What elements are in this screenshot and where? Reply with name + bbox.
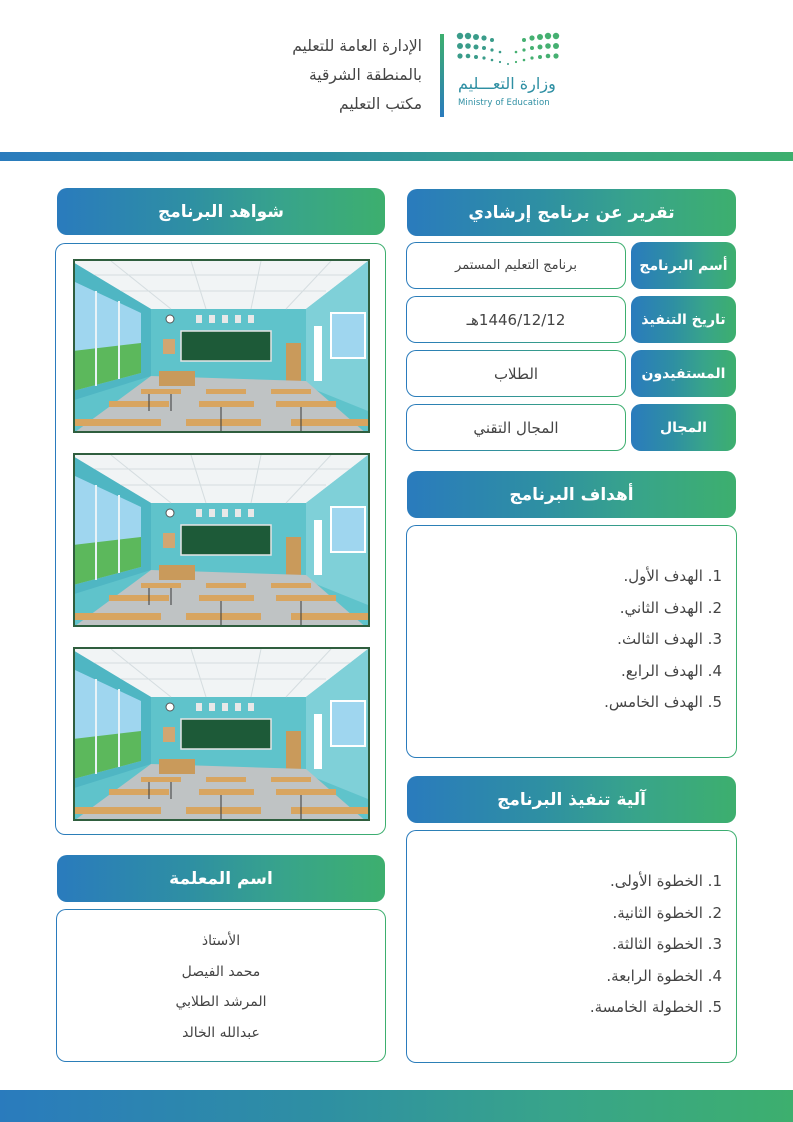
classroom-photo (73, 647, 370, 821)
goals-box (406, 525, 737, 758)
page-header (0, 28, 793, 128)
header-divider (440, 34, 444, 117)
step-item: 4. الخطوة الرابعة. (606, 966, 722, 985)
teacher-title-bar (57, 855, 385, 902)
goals-list (604, 561, 722, 719)
field-label-text: المجال (660, 419, 707, 436)
mechanism-box (406, 830, 737, 1063)
goal-item: 1. الهدف الأول. (623, 567, 722, 585)
classroom-photo (73, 453, 370, 627)
field-label-domain (631, 404, 736, 451)
goal-item: 5. الهدف الخامس. (604, 693, 722, 711)
field-value-date (406, 296, 626, 343)
mechanism-list (590, 866, 722, 1024)
field-label-date (631, 296, 736, 343)
field-label-text: أسم البرنامج (639, 257, 728, 274)
organization-name (270, 32, 422, 119)
goal-item: 2. الهدف الثاني. (619, 598, 722, 617)
bottom-gradient-bar (0, 1090, 793, 1122)
step-item: 3. الخطوة الثالثة. (612, 935, 722, 953)
classroom-illustration-icon (73, 261, 368, 433)
ministry-logo (456, 32, 564, 122)
org-line-1: الإدارة العامة للتعليم (292, 37, 422, 55)
field-label-text: المستفيدون (641, 365, 726, 382)
goal-item: 4. الهدف الرابع. (620, 661, 722, 680)
teacher-line: المرشد الطلابي (175, 994, 267, 1010)
field-label-text: تاريخ التنفيذ (641, 311, 726, 328)
teacher-line: عبدالله الخالد (182, 1024, 260, 1041)
mechanism-title: آلية تنفيذ البرنامج (497, 789, 646, 810)
field-value-text: 1446/12/12هـ (466, 310, 566, 329)
teacher-line: الأستاذ (201, 933, 241, 949)
evidence-title-bar (57, 188, 385, 235)
field-value-text: برنامج التعليم المستمر (455, 258, 577, 273)
field-value-program-name (406, 242, 626, 289)
goals-title: أهداف البرنامج (509, 484, 634, 505)
ministry-dots-logo-icon (456, 32, 560, 66)
goals-title-bar (407, 471, 736, 518)
evidence-title: شواهد البرنامج (158, 201, 284, 222)
classroom-illustration-icon (73, 455, 368, 627)
field-label-program-name (631, 242, 736, 289)
classroom-photo (73, 259, 370, 433)
evidence-photos-box (55, 243, 386, 835)
field-value-domain (406, 404, 626, 451)
step-item: 1. الخطوة الأولى. (610, 872, 722, 890)
teacher-line: محمد الفيصل (181, 963, 261, 980)
org-line-2: بالمنطقة الشرقية (309, 66, 422, 84)
step-item: 5. الخطولة الخامسة. (589, 998, 722, 1016)
classroom-illustration-icon (73, 649, 368, 821)
field-label-beneficiaries (631, 350, 736, 397)
report-title: تقرير عن برنامج إرشادي (468, 202, 675, 223)
logo-english-text: Ministry of Education (458, 98, 550, 108)
report-title-bar (407, 189, 736, 236)
teacher-names (57, 926, 385, 1048)
top-gradient-bar (0, 152, 793, 161)
teacher-box (56, 909, 386, 1062)
teacher-title: اسم المعلمة (169, 868, 273, 889)
field-value-text: المجال التقني (473, 418, 559, 437)
org-line-3: مكتب التعليم (339, 95, 422, 113)
logo-arabic-text: وزارة التعـــليم (458, 74, 556, 93)
field-value-text: الطلاب (493, 364, 539, 383)
mechanism-title-bar (407, 776, 736, 823)
goal-item: 3. الهدف الثالث. (617, 630, 722, 648)
field-value-beneficiaries (406, 350, 626, 397)
step-item: 2. الخطوة الثانية. (612, 903, 722, 922)
